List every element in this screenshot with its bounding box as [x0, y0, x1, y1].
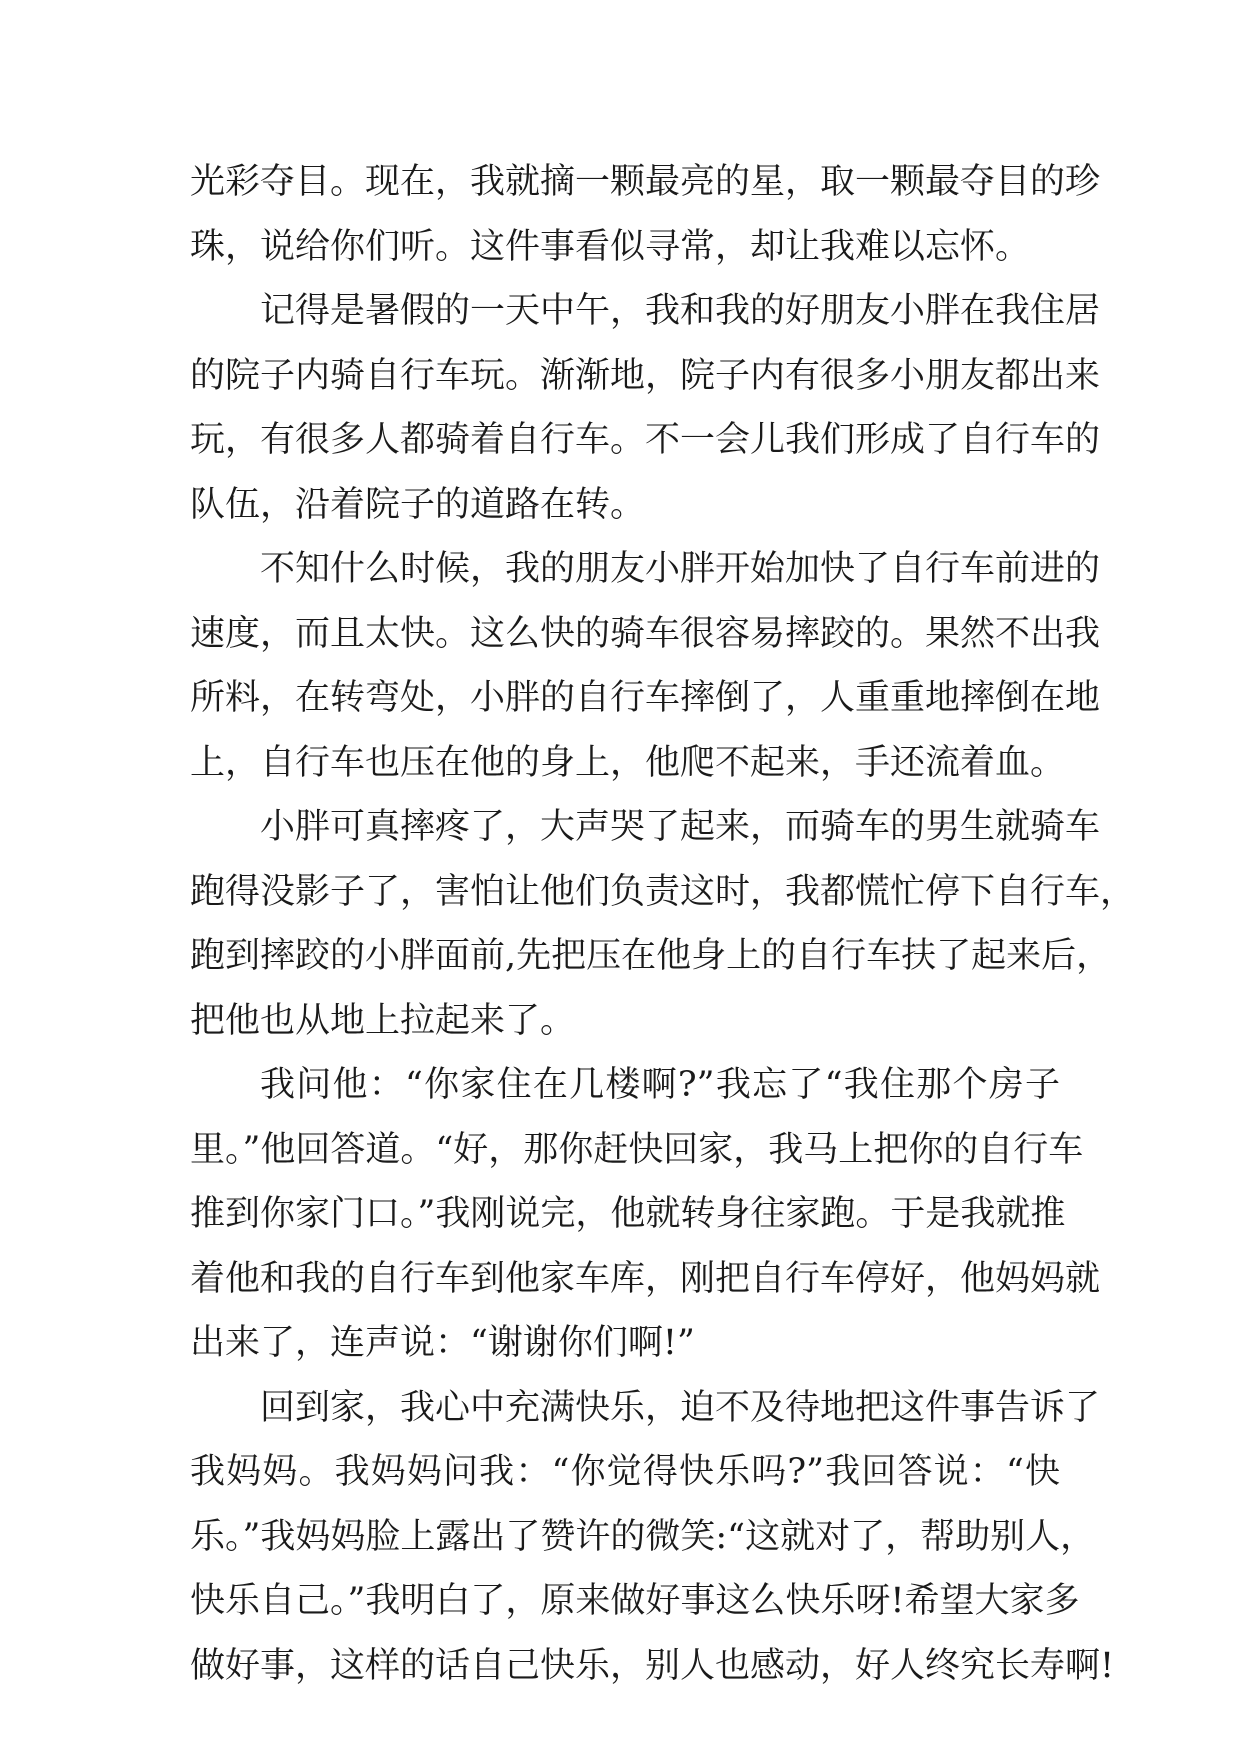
- paragraph-start-line: 小胖可真摔疼了，大声哭了起来，而骑车的男生就骑车: [260, 807, 1101, 847]
- text-line: 里。”他回答道。“好，那你赶快回家，我马上把你的自行车: [190, 1129, 1084, 1170]
- text-line: 玩，有很多人都骑着自行车。不一会儿我们形成了自行车的: [190, 420, 1101, 460]
- text-line: 速度，而且太快。这么快的骑车很容易摔跤的。果然不出我: [190, 613, 1101, 654]
- text-line: 珠，说给你们听。这件事看似寻常，却让我难以忘怀。: [190, 226, 1031, 267]
- text-line: 队伍，沿着院子的道路在转。: [190, 484, 646, 525]
- text-line: 所料，在转弯处，小胖的自行车摔倒了，人重重地摔倒在地: [190, 678, 1101, 718]
- text-line: 我妈妈。我妈妈问我：“你觉得快乐吗?”我回答说：“快: [190, 1452, 1060, 1492]
- text-line: 的院子内骑自行车玩。渐渐地，院子内有很多小朋友都出来: [190, 355, 1101, 396]
- paragraph-start-line: 不知什么时候，我的朋友小胖开始加快了自行车前进的: [260, 549, 1101, 589]
- text-line: 出来了，连声说：“谢谢你们啊!”: [190, 1323, 695, 1363]
- paragraph-start-line: 我问他：“你家住在几楼啊?”我忘了“我住那个房子: [260, 1065, 1060, 1105]
- text-line: 乐。”我妈妈脸上露出了赞许的微笑:“这就对了，帮助别人，: [190, 1516, 1096, 1557]
- text-line: 把他也从地上拉起来了。: [190, 1000, 576, 1041]
- text-line: 做好事，这样的话自己快乐，别人也感动，好人终究长寿啊!: [190, 1645, 1115, 1686]
- paragraph-start-line: 记得是暑假的一天中午，我和我的好朋友小胖在我住居: [260, 291, 1101, 331]
- text-line: 跑到摔跤的小胖面前,先把压在他身上的自行车扶了起来后，: [190, 936, 1112, 976]
- text-line: 推到你家门口。”我刚说完，他就转身往家跑。于是我就推: [190, 1194, 1066, 1234]
- text-line: 着他和我的自行车到他家车库，刚把自行车停好，他妈妈就: [190, 1258, 1101, 1299]
- text-line: 快乐自己。”我明白了，原来做好事这么快乐呀!希望大家多: [190, 1581, 1080, 1621]
- text-line: 上，自行车也压在他的身上，他爬不起来，手还流着血。: [190, 742, 1066, 783]
- body-text: [190, 150, 1136, 1698]
- paragraph-start-line: 回到家，我心中充满快乐，迫不及待地把这件事告诉了: [260, 1387, 1101, 1428]
- text-line: 跑得没影子了，害怕让他们负责这时，我都慌忙停下自行车，: [190, 871, 1136, 912]
- text-line: 光彩夺目。现在，我就摘一颗最亮的星，取一颗最夺目的珍: [190, 162, 1101, 202]
